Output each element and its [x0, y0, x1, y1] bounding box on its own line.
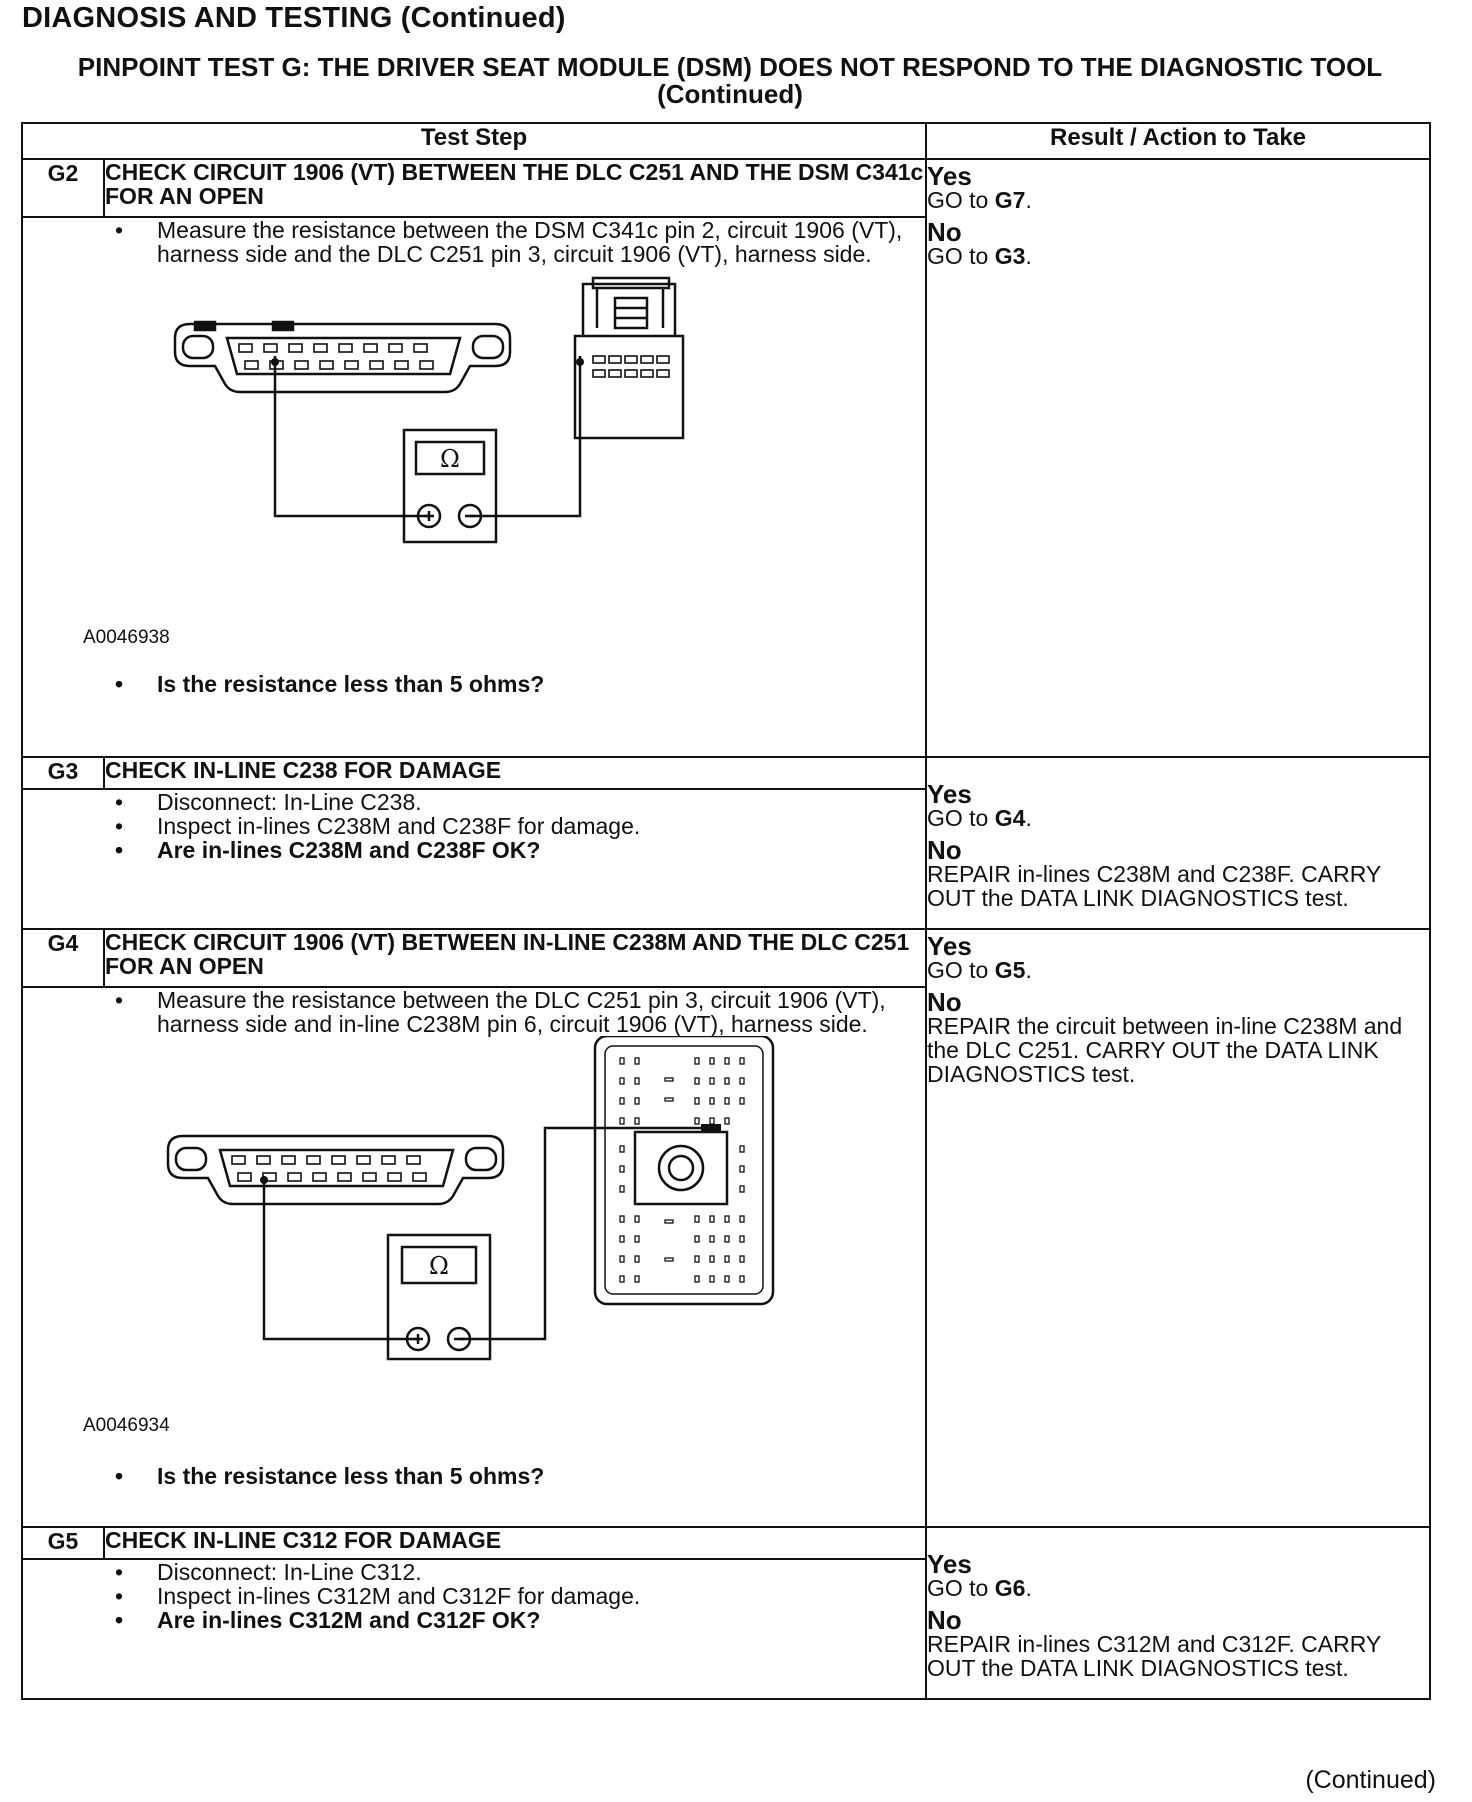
result-no-target: G3 — [994, 243, 1026, 269]
step-question: • Is the resistance less than 5 ohms? — [115, 672, 925, 696]
ohm-symbol: Ω — [429, 1252, 449, 1280]
figure-id-g2: A0046938 — [83, 627, 170, 648]
result-yes-target: G4 — [994, 805, 1026, 831]
result-yes-action: GO to — [927, 187, 995, 213]
step-id-g2: G2 — [22, 159, 104, 217]
result-no-action: REPAIR in-lines C312M and C312F. CARRY OUT the DATA LINK DIAGNOSTICS test. — [927, 1631, 1381, 1681]
continued-label: (Continued) — [1305, 1766, 1436, 1794]
result-no-action: REPAIR the circuit between in-line C238M and the DLC C251. CARRY OUT the DATA LINK DIAGNOSTICS test. — [927, 1013, 1403, 1087]
step-title-g4: CHECK CIRCUIT 1906 (VT) BETWEEN IN-LINE C238M AND THE DLC C251 FOR AN OPEN — [104, 929, 926, 987]
result-yes-target: G6 — [994, 1575, 1026, 1601]
step-instruction: • Measure the resistance between the DSM C341c pin 2, circuit 1906 (VT), harness side and the DLC C251 pin 3, circuit 1906 (VT), harness side. — [115, 218, 925, 266]
ohm-symbol: Ω — [440, 445, 460, 473]
result-yes-label: Yes — [927, 1549, 972, 1579]
step-instruction: • Disconnect: In-Line C238. — [115, 790, 925, 814]
step-instruction: • Inspect in-lines C238M and C238F for damage. — [115, 814, 925, 838]
step-body-g3 — [22, 789, 926, 929]
page-header: DIAGNOSIS AND TESTING (Continued) — [22, 2, 566, 34]
pinpoint-test-title: PINPOINT TEST G: THE DRIVER SEAT MODULE (DSM) DOES NOT RESPOND TO THE DIAGNOSTIC TOOL (Continued) — [77, 52, 1383, 109]
result-g3: Yes GO to G4. No REPAIR in-lines C238M and C238F. CARRY OUT the DATA LINK DIAGNOSTICS test. — [926, 757, 1430, 929]
step-question: • Are in-lines C238M and C238F OK? — [115, 838, 925, 862]
result-yes-label: Yes — [927, 161, 972, 191]
wiring-figure-g4 — [115, 1036, 925, 1414]
result-yes-target: G7 — [994, 187, 1026, 213]
result-yes-action: GO to — [927, 957, 995, 983]
result-no-label: No — [927, 217, 962, 247]
step-body-g4 — [22, 987, 926, 1527]
step-id-g3: G3 — [22, 757, 104, 789]
step-body-g5 — [22, 1559, 926, 1699]
result-yes-label: Yes — [927, 779, 972, 809]
result-g5: Yes GO to G6. No REPAIR in-lines C312M and C312F. CARRY OUT the DATA LINK DIAGNOSTICS test. — [926, 1527, 1430, 1699]
result-yes-action: GO to — [927, 1575, 995, 1601]
col-header-test-step: Test Step — [22, 123, 926, 159]
dlc-connector-icon — [168, 1136, 503, 1204]
dsm-connector-icon — [575, 278, 683, 438]
result-no-label: No — [927, 835, 962, 865]
step-question: • Is the resistance less than 5 ohms? — [115, 1464, 925, 1488]
result-g4: Yes GO to G5. No REPAIR the circuit between in-line C238M and the DLC C251. CARRY OUT the DATA LINK DIAGNOSTICS test. — [926, 929, 1430, 1527]
wiring-figure-g2 — [115, 266, 925, 626]
result-no-action: REPAIR in-lines C238M and C238F. CARRY OUT the DATA LINK DIAGNOSTICS test. — [927, 861, 1381, 911]
step-id-g5: G5 — [22, 1527, 104, 1559]
step-instruction: • Inspect in-lines C312M and C312F for damage. — [115, 1584, 925, 1608]
result-no-label: No — [927, 987, 962, 1017]
step-instruction: • Measure the resistance between the DLC C251 pin 3, circuit 1906 (VT), harness side and in-line C238M pin 6, circuit 1906 (VT), harness side. — [115, 988, 925, 1036]
result-yes-target: G5 — [994, 957, 1026, 983]
result-yes-label: Yes — [927, 931, 972, 961]
result-g2: Yes GO to G7. No GO to G3. — [926, 159, 1430, 757]
test-table — [21, 122, 1431, 1700]
dlc-inline-meter-diagram — [115, 1036, 815, 1414]
step-title-g3: CHECK IN-LINE C238 FOR DAMAGE — [104, 757, 926, 789]
step-instruction: • Disconnect: In-Line C312. — [115, 1560, 925, 1584]
probe-lead-icon — [275, 356, 580, 516]
step-body-g2 — [22, 217, 926, 757]
step-title-g2: CHECK CIRCUIT 1906 (VT) BETWEEN THE DLC C251 AND THE DSM C341c FOR AN OPEN — [104, 159, 926, 217]
result-no-action: GO to — [927, 243, 995, 269]
inline-connector-icon — [595, 1036, 773, 1304]
step-question: • Are in-lines C312M and C312F OK? — [115, 1608, 925, 1632]
col-header-result: Result / Action to Take — [926, 123, 1430, 159]
result-no-label: No — [927, 1605, 962, 1635]
dlc-connector-icon — [175, 322, 510, 392]
step-title-g5: CHECK IN-LINE C312 FOR DAMAGE — [104, 1527, 926, 1559]
figure-id-g4: A0046934 — [83, 1415, 170, 1436]
result-yes-action: GO to — [927, 805, 995, 831]
step-id-g4: G4 — [22, 929, 104, 987]
dlc-dsm-meter-diagram — [115, 266, 815, 606]
